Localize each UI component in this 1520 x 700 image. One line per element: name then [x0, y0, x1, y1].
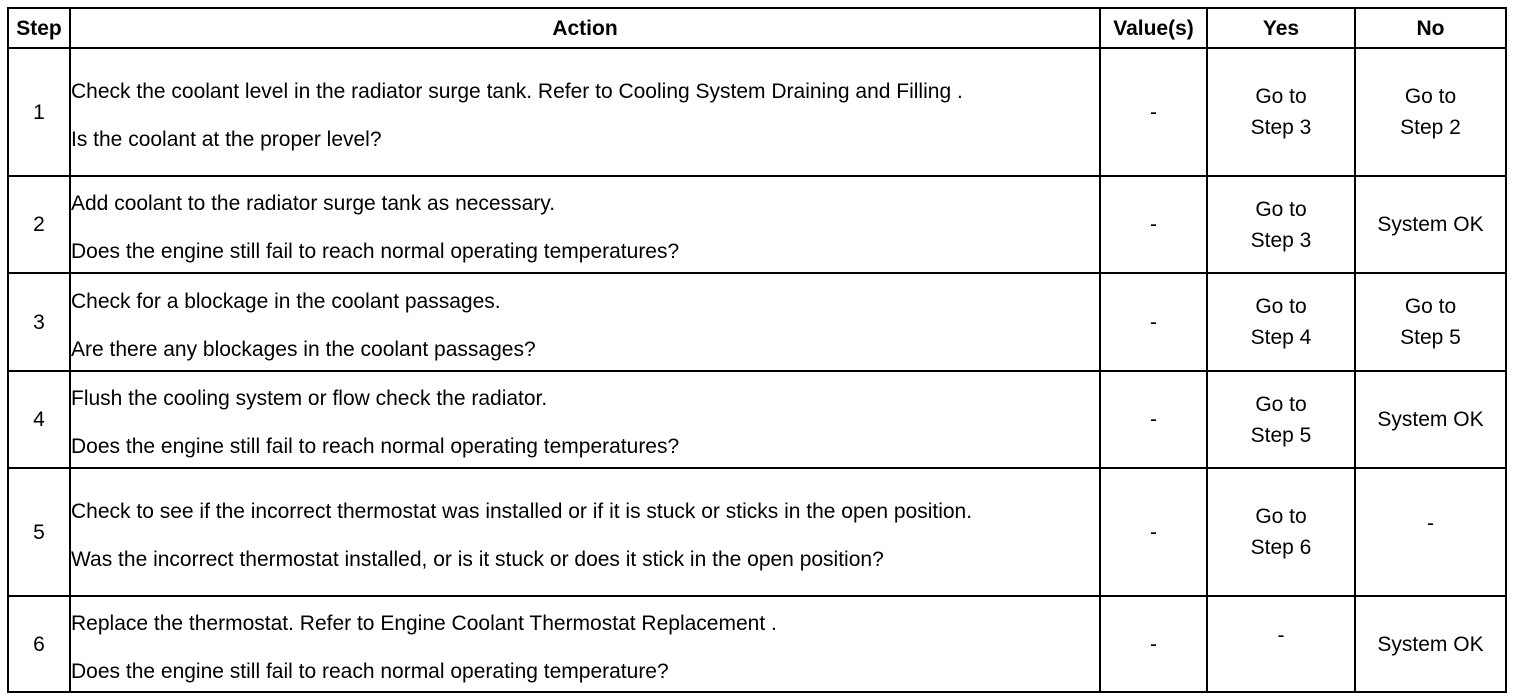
action-instruction: Check the coolant level in the radiator surge tank. Refer to Cooling System Draining and Filling . — [71, 79, 963, 103]
yes-text: Go to Step 5 — [1250, 392, 1312, 447]
action-instruction: Check for a blockage in the coolant passages. — [71, 289, 501, 313]
header-no: No — [1355, 8, 1506, 48]
value-cell: - — [1100, 468, 1207, 596]
header-action: Action — [70, 8, 1100, 48]
no-cell — [1355, 371, 1506, 468]
table-row — [8, 176, 1506, 273]
header-values: Value(s) — [1100, 8, 1207, 48]
action-question: Is the coolant at the proper level? — [71, 127, 382, 151]
step-number: 6 — [8, 596, 70, 692]
header-row — [8, 8, 1506, 48]
no-cell — [1355, 176, 1506, 273]
header-yes: Yes — [1207, 8, 1355, 48]
action-cell — [70, 596, 1100, 692]
action-cell — [70, 371, 1100, 468]
yes-text: Go to Step 6 — [1250, 505, 1312, 559]
step-number: 4 — [8, 371, 70, 468]
no-cell — [1355, 273, 1506, 371]
header-step: Step — [8, 8, 70, 48]
action-question: Was the incorrect thermostat installed, or is it stuck or does it stick in the open position? — [71, 547, 884, 571]
step-number: 1 — [8, 48, 70, 176]
yes-text: Go to Step 4 — [1250, 295, 1312, 349]
value-cell: - — [1100, 176, 1207, 273]
table-row — [8, 468, 1506, 596]
action-instruction: Add coolant to the radiator surge tank as necessary. — [71, 192, 556, 215]
action-question: Does the engine still fail to reach normal operating temperature? — [71, 659, 669, 683]
yes-cell — [1207, 371, 1355, 468]
action-question: Does the engine still fail to reach normal operating temperatures? — [71, 435, 680, 458]
no-cell — [1355, 48, 1506, 176]
yes-text: - — [1277, 623, 1285, 647]
no-text: System OK — [1377, 632, 1484, 656]
yes-text: Go to Step 3 — [1250, 197, 1312, 252]
table-row — [8, 48, 1506, 176]
value-cell: - — [1100, 273, 1207, 371]
diagnostic-table — [7, 7, 1507, 693]
yes-cell — [1207, 176, 1355, 273]
action-instruction: Flush the cooling system or flow check the radiator. — [71, 387, 548, 410]
action-question: Does the engine still fail to reach normal operating temperatures? — [71, 240, 680, 263]
action-cell — [70, 48, 1100, 176]
action-cell — [70, 176, 1100, 273]
no-text: Go to Step 2 — [1400, 85, 1461, 139]
action-instruction: Check to see if the incorrect thermostat was installed or if it is stuck or sticks in the open position. — [71, 499, 973, 523]
yes-cell — [1207, 48, 1355, 176]
yes-cell — [1207, 596, 1355, 692]
action-question: Are there any blockages in the coolant passages? — [71, 337, 536, 361]
value-cell: - — [1100, 371, 1207, 468]
action-cell — [70, 468, 1100, 596]
yes-cell — [1207, 273, 1355, 371]
no-cell — [1355, 596, 1506, 692]
action-cell — [70, 273, 1100, 371]
value-cell: - — [1100, 596, 1207, 692]
step-number: 5 — [8, 468, 70, 596]
action-instruction: Replace the thermostat. Refer to Engine Coolant Thermostat Replacement . — [71, 611, 777, 635]
table-row — [8, 273, 1506, 371]
no-text: Go to Step 5 — [1400, 295, 1461, 349]
no-text: System OK — [1377, 408, 1484, 431]
step-number: 3 — [8, 273, 70, 371]
no-cell — [1355, 468, 1506, 596]
value-cell: - — [1100, 48, 1207, 176]
yes-text: Go to Step 3 — [1250, 85, 1312, 139]
table-row — [8, 596, 1506, 692]
table-row — [8, 371, 1506, 468]
step-number: 2 — [8, 176, 70, 273]
no-text: - — [1427, 511, 1434, 535]
no-text: System OK — [1377, 213, 1484, 236]
yes-cell — [1207, 468, 1355, 596]
